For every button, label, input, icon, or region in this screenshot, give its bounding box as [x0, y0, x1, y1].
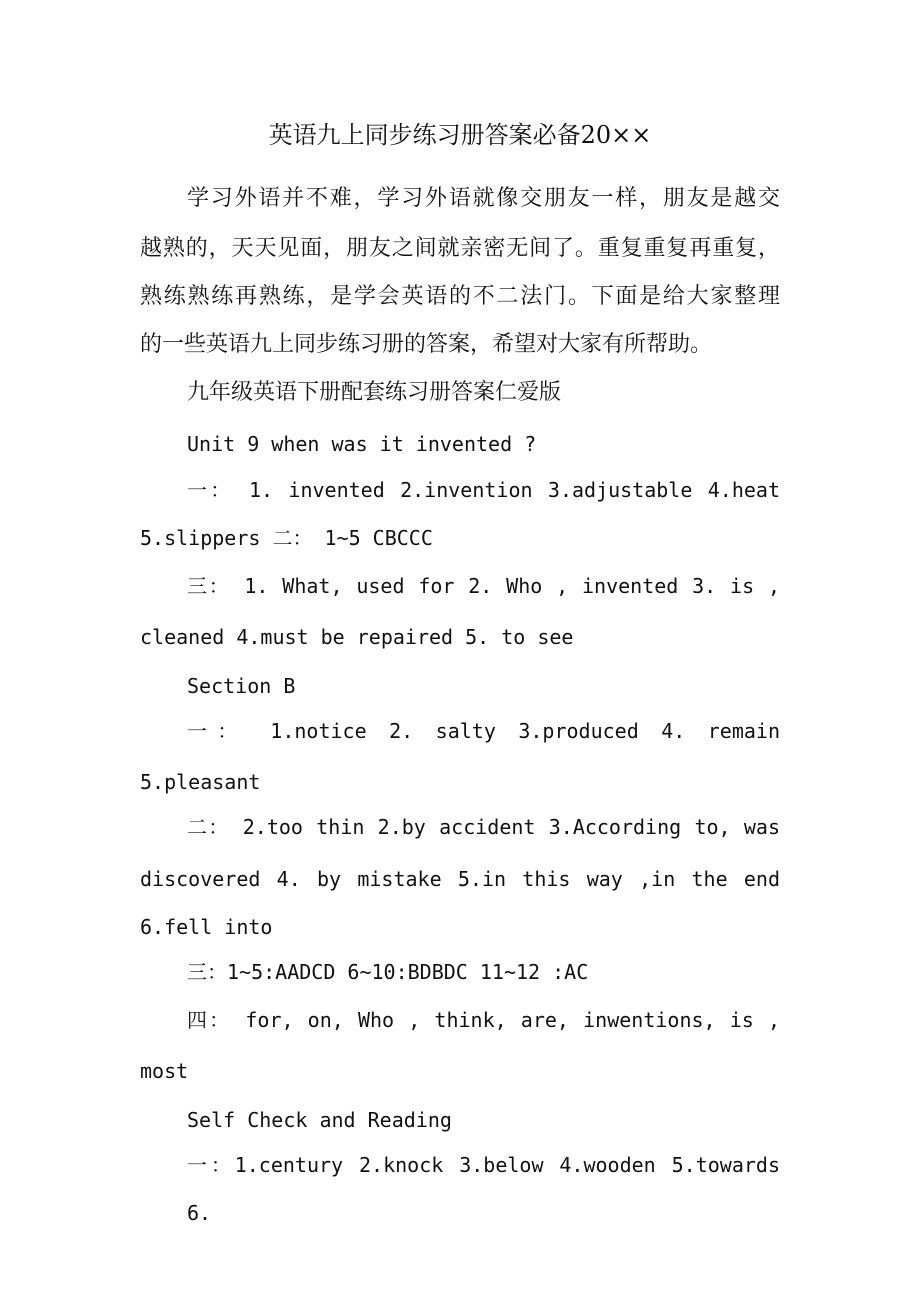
- section-b-q2-line-1: 二： 2.too thin 2.by accident 3.According to, was: [187, 815, 780, 839]
- unit-q3-line-1: 三： 1. What, used for 2. Who , invented 3. is ,: [187, 574, 780, 598]
- document-title: 英语九上同步练习册答案必备20××: [268, 121, 652, 149]
- section-b-q1-line-2: 5.pleasant: [140, 770, 261, 794]
- section-b-heading: Section B: [187, 674, 296, 698]
- unit-q1-line-2: 5.slippers 二： 1~5 CBCCC: [140, 526, 433, 550]
- section-b-q2-line-3: 6.fell into: [140, 915, 273, 939]
- section-b-q3-line-1: 三：1~5:AADCD 6~10:BDBDC 11~12 :AC: [187, 960, 589, 984]
- unit-q3-line-2: cleaned 4.must be repaired 5. to see: [140, 625, 574, 649]
- section-b-q4-line-1: 四： for, on, Who , think, are, inwentions, is ,: [187, 1008, 780, 1032]
- section-b-q2-line-2: discovered 4. by mistake 5.in this way ,in the end: [140, 867, 780, 891]
- intro-line-3: 熟练熟练再熟练，是学会英语的不二法门。下面是给大家整理: [140, 284, 780, 309]
- unit-heading: Unit 9 when was it invented ?: [187, 432, 537, 456]
- subtitle: 九年级英语下册配套练习册答案仁爱版: [187, 380, 562, 405]
- intro-line-4: 的一些英语九上同步练习册的答案，希望对大家有所帮助。: [140, 332, 713, 357]
- intro-line-2: 越熟的，天天见面，朋友之间就亲密无间了。重复重复再重复，: [140, 236, 780, 261]
- section-b-q1-line-1: 一： 1.notice 2. salty 3.produced 4. remain: [187, 719, 780, 743]
- self-check-heading: Self Check and Reading: [187, 1108, 452, 1132]
- intro-line-1: 学习外语并不难，学习外语就像交朋友一样，朋友是越交: [187, 186, 780, 211]
- unit-q1-line-1: 一： 1. invented 2.invention 3.adjustable 4.heat: [187, 478, 780, 502]
- self-check-q1-line-1: 一：1.century 2.knock 3.below 4.wooden 5.towards 6.: [187, 1153, 780, 1225]
- section-b-q4-line-2: most: [140, 1059, 189, 1083]
